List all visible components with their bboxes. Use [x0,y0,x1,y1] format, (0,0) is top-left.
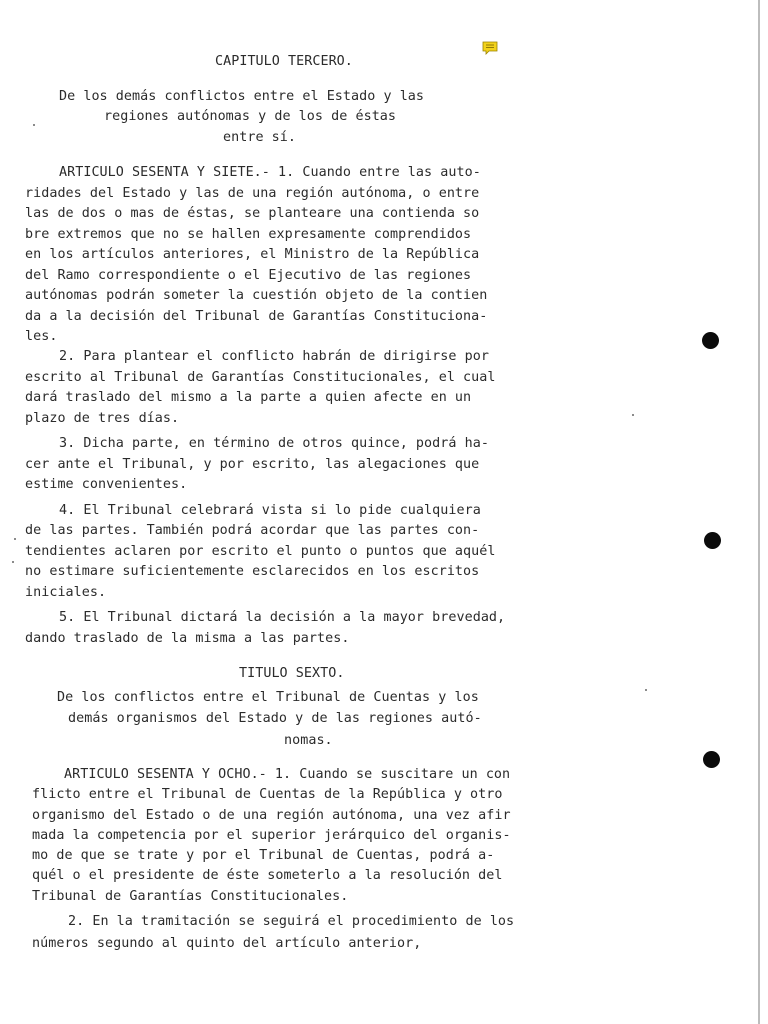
article-68-line: organismo del Estado o de una región autónoma, una vez afir [32,808,511,823]
punch-hole-icon [702,332,719,349]
article-67-line: 5. El Tribunal dictará la decisión a la mayor brevedad, [59,610,506,625]
article-67-line: las de dos o mas de éstas, se planteare una contienda so [25,206,480,221]
chapter-subtitle-line: regiones autónomas y de los de éstas [104,109,397,124]
article-67-line: del Ramo correspondiente o el Ejecutivo de las regiones [25,268,472,283]
article-67-line: tendientes aclaren por escrito el punto o puntos que aquél [25,544,496,559]
article-67-line: 2. Para plantear el conflicto habrán de dirigirse por [59,349,489,364]
punch-hole-icon [703,751,720,768]
punch-hole-icon [704,532,721,549]
article-67-line: plazo de tres días. [25,411,180,426]
article-67-line: dará traslado del mismo a la parte a quien afecte en un [25,390,472,405]
title-six-subtitle-line: nomas. [284,733,333,748]
article-67-line: 3. Dicha parte, en término de otros quince, podrá ha- [59,436,489,451]
article-67-line: les. [25,329,58,344]
title-six: TITULO SEXTO. [239,666,345,681]
article-67-line: escrito al Tribunal de Garantías Constitucionales, el cual [25,370,496,385]
article-67-line: no estimare suficientemente esclarecidos en los escritos [25,564,480,579]
article-67-line: ARTICULO SESENTA Y SIETE.- 1. Cuando entre las auto- [59,165,481,180]
paper-speck [632,414,634,416]
article-68-line: quél o el presidente de éste someterlo a la resolución del [32,868,503,883]
article-67-line: iniciales. [25,585,107,600]
article-68-line: números segundo al quinto del artículo anterior, [32,936,422,951]
title-six-subtitle-line: demás organismos del Estado y de las regiones autó- [68,711,482,726]
article-67-line: estime convenientes. [25,477,188,492]
chapter-subtitle-line: entre sí. [223,130,297,145]
article-68-line: mo de que se trate y por el Tribunal de Cuentas, podrá a- [32,848,495,863]
article-68-line: 2. En la tramitación se seguirá el procedimiento de los [68,914,515,929]
article-67-line: dando traslado de la misma a las partes. [25,631,350,646]
note-comment-icon[interactable] [482,41,498,55]
article-67-line: 4. El Tribunal celebrará vista si lo pide cualquiera [59,503,481,518]
paper-speck [645,689,647,691]
article-67-line: cer ante el Tribunal, y por escrito, las alegaciones que [25,457,480,472]
article-67-line: en los artículos anteriores, el Ministro de la República [25,247,480,262]
paper-speck [33,124,35,126]
article-68-line: ARTICULO SESENTA Y OCHO.- 1. Cuando se suscitare un con [64,767,511,782]
article-68-line: flicto entre el Tribunal de Cuentas de la República y otro [32,787,503,802]
page-edge [758,0,760,1024]
article-68-line: mada la competencia por el superior jerárquico del organis- [32,828,511,843]
chapter-title: CAPITULO TERCERO. [215,54,353,69]
article-67-line: autónomas podrán someter la cuestión objeto de la contien [25,288,488,303]
paper-speck [12,561,14,563]
article-67-line: ridades del Estado y las de una región autónoma, o entre [25,186,480,201]
article-67-line: de las partes. También podrá acordar que las partes con- [25,523,480,538]
article-67-line: bre extremos que no se hallen expresamente comprendidos [25,227,472,242]
title-six-subtitle-line: De los conflictos entre el Tribunal de Cuentas y los [57,690,479,705]
paper-speck [14,538,16,540]
chapter-subtitle-line: De los demás conflictos entre el Estado y las [59,89,425,104]
article-68-line: Tribunal de Garantías Constitucionales. [32,889,349,904]
article-67-line: da a la decisión del Tribunal de Garantías Constituciona- [25,309,488,324]
